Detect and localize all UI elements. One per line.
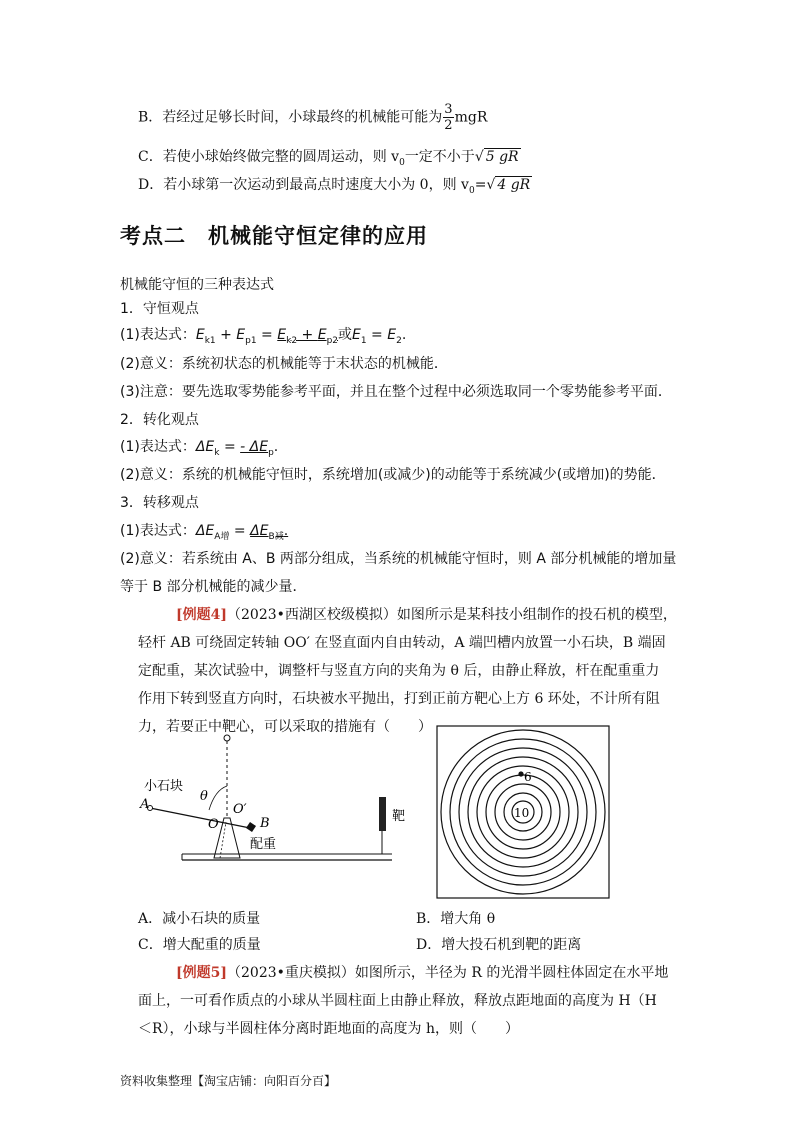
sqrt-expression: √ 4 gR [486,177,531,193]
label-ring-10: 10 [514,806,530,820]
example4-option-c: C．增大配重的质量 [138,937,261,953]
part2-heading: 2．转化观点 [120,412,199,428]
option-b-suffix: mgR [454,109,488,126]
option-b [138,103,487,132]
example4-line2: 轻杆 AB 可绕固定转轴 OO′ 在竖直面内自由转动，A 端凹槽内放置一小石块，B 端固 [138,635,666,651]
part2-meaning: (2)意义：系统的机械能守恒时，系统增加(或减少)的动能等于系统减少(或增加)的势能． [120,467,666,483]
footer: 资料收集整理【淘宝店铺：向阳百分百】 [120,1074,337,1088]
angle-arc [209,786,227,810]
target-board [379,797,386,831]
example4-tag: [例题4] [176,607,227,623]
part3-heading: 3．转移观点 [120,495,199,511]
option-d: D．若小球第一次运动到最高点时速度大小为 0，则 $v_0=√$ 4 gR [138,177,531,196]
sqrt-expression: √ 5 gR [474,149,519,165]
example4-line4: 作用下转到竖直方向时，石块被水平抛出，打到正前方靶心上方 6 环处，不计所有阻 [138,691,660,707]
fraction: $\frac{3}{2}$ [444,102,453,133]
target-diagram [436,725,610,899]
underlined-rhs: $E_{k2} + E_{p2}$ [277,327,339,346]
section-title: 考点二 机械能守恒定律的应用 [120,224,428,248]
part1-note: (3)注意：要先选取零势能参考平面，并且在整个过程中必须选取同一个零势能参考平面． [120,384,672,400]
part1-meaning: (2)意义：系统初状态的机械能等于末状态的机械能． [120,356,448,372]
option-b-text: B．若经过足够长时间，小球最终的机械能可能为 [138,109,443,126]
label-stone: 小石块 [144,779,184,794]
example4-option-b: B．增大角 θ [416,911,496,927]
label-target: 靶 [392,809,406,824]
example5-tag: [例题5] [176,965,227,981]
part3-meaning: (2)意义：若系统由 A、B 两部分组成，当系统的机械能守恒时，则 A 部分机械能的增加量 [120,551,677,567]
label-o-prime: O′ [233,802,247,817]
label-b: B [260,816,270,831]
label-weight: 配重 [250,837,277,852]
counterweight [246,822,256,832]
example4-option-a: A．减小石块的质量 [138,911,261,927]
part1-heading: 1．守恒观点 [120,301,199,317]
label-o: O [208,817,219,832]
example5-line3: ＜R），小球与半圆柱体分离时距地面的高度为 h，则（ ） [138,1021,520,1037]
axis-top-point [224,735,230,741]
example4-line1: [例题4]（2023•西湖区校级模拟）如图所示是某科技小组制作的投石机的模型， [176,607,677,623]
example5-line2: 面上，一可看作质点的小球从半圆柱面上由静止释放，释放点距地面的高度为 H（H [138,993,657,1009]
part3-formula: (1)表达式：$\Delta E_{A增} = \Delta E_{B减}$. [120,523,289,542]
example4-line5: 力，若要正中靶心，可以采取的措施有（ ） [138,719,432,735]
hit-point [518,771,523,776]
example5-line1: [例题5]（2023•重庆模拟）如图所示，半径为 R 的光滑半圆柱体固定在水平地 [176,965,669,981]
label-ring-6: 6 [524,770,532,784]
subheading: 机械能守恒的三种表达式 [120,277,274,293]
label-theta: θ [200,789,208,804]
part2-formula: (1)表达式：$\Delta E_k$ = - $\Delta E_p$. [120,439,279,458]
part3-meaning-cont: 等于 B 部分机械能的减少量． [120,579,307,595]
option-c: C．若使小球始终做完整的圆周运动，则 $v_0$一定不小于√ 5 gR [138,149,519,168]
catapult-diagram [130,730,420,870]
example4-option-d: D．增大投石机到靶的距离 [416,937,582,953]
label-a: A [140,797,150,812]
example4-line3: 定配重，某次试验中，调整杆与竖直方向的夹角为 θ 后，由静止释放，杆在配重重力 [138,663,660,679]
part1-formula: (1)表达式：$E_{k1} + E_{p1} = E_{k2} + E_{p2}$或$E_1 = E_2$. [120,327,407,346]
